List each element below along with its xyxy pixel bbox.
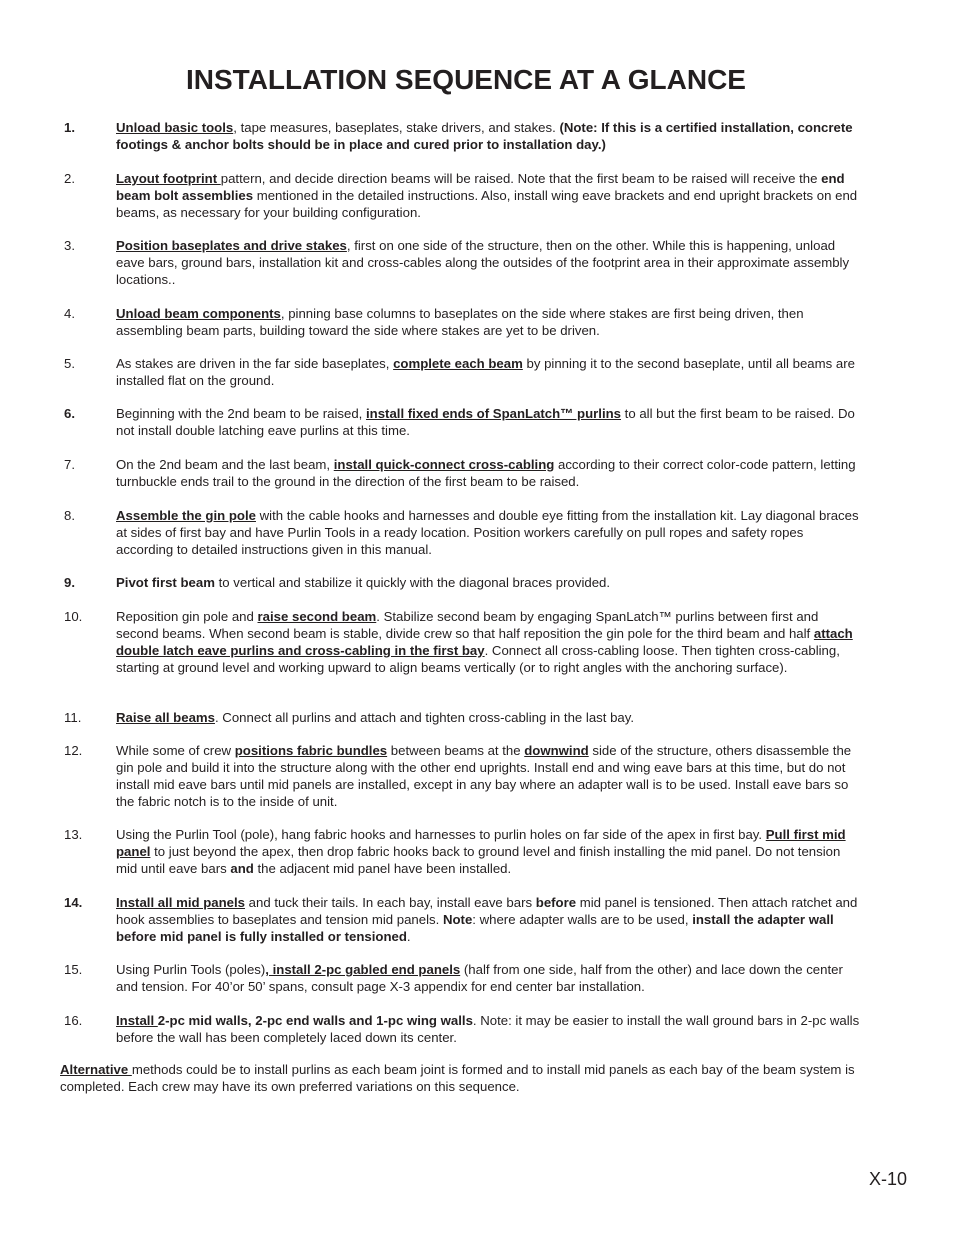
emphasis-underlined: raise second beam <box>257 609 377 624</box>
step-number: 14. <box>64 895 83 910</box>
emphasis-underlined: downwind <box>524 743 589 758</box>
step-number: 9. <box>64 575 75 590</box>
step-text <box>116 574 864 591</box>
emphasis-underlined: Unload basic tools <box>116 120 234 135</box>
text-run: As stakes are driven in the far side baseplates, <box>116 356 394 371</box>
text-run: : where adapter walls are to be used, <box>472 912 693 927</box>
emphasis-bold: Note <box>442 912 473 927</box>
emphasis-underlined: Layout footprint <box>116 171 221 186</box>
text-run: . Connect all purlins and attach and tighten cross-cabling in the last bay. <box>214 710 635 725</box>
step-number: 7. <box>64 457 75 472</box>
emphasis-underlined: Install <box>116 1013 158 1028</box>
step-text <box>116 119 864 153</box>
emphasis-underlined: attach double latch eave purlins and cross-cabling in the first bay <box>116 626 853 658</box>
text-run: , pinning base columns to baseplates on the side where stakes are first being driven, then assembling beam parts, building toward the side where stakes are yet to be driven. <box>116 306 804 338</box>
emphasis-underlined: Assemble the gin pole <box>116 508 256 523</box>
step-text <box>116 355 864 389</box>
emphasis-bold: install the adapter wall before mid panel is fully installed or tensioned <box>116 912 834 944</box>
step-number: 5. <box>64 356 75 371</box>
text-run: Reposition gin pole and <box>116 609 258 624</box>
text-run: and tuck their tails. In each bay, install eave bars <box>244 895 536 910</box>
step-number: 2. <box>64 171 75 186</box>
text-run: side of the structure, others disassemble the gin pole and build it into the structure along with the other end uprights. Install end and wing eave bars at this time, but do not install mid eave bars until mid panels are installed, except in any bay where an adapter wall is to be used. Install eave bars so the fabric notch is to the inside of unit. <box>116 743 852 809</box>
step-text <box>116 961 864 995</box>
step-text <box>116 456 864 490</box>
page-title: INSTALLATION SEQUENCE AT A GLANCE <box>186 64 746 95</box>
text-run: , tape measures, baseplates, stake drivers, and stakes. <box>233 120 560 135</box>
step-text <box>116 709 864 726</box>
emphasis-underlined: complete each beam <box>393 356 523 371</box>
step-text <box>116 826 864 877</box>
step-text <box>116 237 864 288</box>
step-text <box>116 507 864 558</box>
emphasis-bold: Pivot first beam <box>116 575 215 590</box>
step-number: 4. <box>64 306 75 321</box>
text-run: Using Purlin Tools (poles) <box>116 962 266 977</box>
text-run: to all but the first beam to be raised. Do not install double latching eave purlins at this time. <box>116 406 855 438</box>
emphasis-bold: 2-pc mid walls, 2-pc end walls and 1-pc wing walls <box>157 1013 473 1028</box>
text-run: by pinning it to the second baseplate, until all beams are installed flat on the ground. <box>116 356 855 388</box>
text-run: While some of crew <box>116 743 235 758</box>
step-number: 1. <box>64 120 75 135</box>
emphasis-bold: (Note: If this is a certified installation, concrete footings & anchor bolts should be in place and cured prior to installation day.) <box>116 120 853 152</box>
emphasis-underlined: Alternative <box>60 1062 132 1077</box>
step-number: 8. <box>64 508 75 523</box>
step-text <box>116 608 864 676</box>
text-run: mid panel is tensioned. Then attach ratchet and hook assemblies to baseplates and tension mid panels. <box>116 895 858 927</box>
page-number: X-10 <box>869 1169 908 1189</box>
emphasis-bold: end beam bolt assemblies <box>116 171 845 203</box>
text-run: On the 2nd beam and the last beam, <box>116 457 334 472</box>
step-text <box>116 894 864 945</box>
step-number: 16. <box>64 1013 83 1028</box>
text-run: , first on one side of the structure, then on the other. While this is happening, unload eave bars, ground bars, installation kit and cross-cables along the outsides of the footprint area in their approximate assembly locations.. <box>116 238 850 287</box>
step-text <box>116 1012 864 1046</box>
emphasis-underlined: Pull first mid panel <box>116 827 846 859</box>
step-text <box>116 305 864 339</box>
text-run: Beginning with the 2nd beam to be raised, <box>116 406 366 421</box>
text-run: to vertical and stabilize it quickly with the diagonal braces provided. <box>214 575 611 590</box>
emphasis-underlined: install quick-connect cross-cabling <box>333 457 555 472</box>
step-number: 12. <box>64 743 83 758</box>
text-run: (half from one side, half from the other) and lace down the center and tension. For 40’or 50’ spans, consult page X-3 appendix for end center bar installation. <box>116 962 843 994</box>
text-run: to just beyond the apex, then drop fabric hooks back to ground level and finish installing the mid panel. Do not tension mid until eave bars <box>116 844 841 876</box>
text-run: Using the Purlin Tool (pole), hang fabric hooks and harnesses to purlin holes on far side of the apex in first bay. <box>116 827 766 842</box>
text-run: . Connect all cross-cabling loose. Then tighten cross-cabling, starting at ground level and working upward to align beams vertically (or to right angles with the anchoring surface). <box>116 643 840 675</box>
step-text <box>116 742 864 810</box>
emphasis-bold: and <box>230 861 254 876</box>
text-run: with the cable hooks and harnesses and double eye fitting from the installation kit. Lay diagonal braces at sides of first bay and have Purlin Tools in a ready location. Position workers carefully on pull ropes and safety ropes according to detailed instructions given in this manual. <box>116 508 859 557</box>
emphasis-underlined: positions fabric bundles <box>234 743 388 758</box>
text-run: between beams at the <box>387 743 525 758</box>
emphasis-underlined: install fixed ends of SpanLatch™ purlins <box>366 406 621 421</box>
text-run: . <box>406 929 411 944</box>
text-run: mentioned in the detailed instructions. Also, install wing eave brackets and end upright brackets on end beams, as necessary for your building configuration. <box>116 188 858 220</box>
step-text <box>116 170 864 221</box>
emphasis-underlined: Install all mid panels <box>116 895 245 910</box>
emphasis-underlined: Position baseplates and drive stakes <box>116 238 347 253</box>
emphasis-underlined: Unload beam components <box>116 306 281 321</box>
emphasis-bold: before <box>535 895 577 910</box>
step-number: 6. <box>64 406 75 421</box>
step-number: 13. <box>64 827 83 842</box>
step-number: 11. <box>64 710 82 725</box>
text-run: according to their correct color-code pattern, letting turnbuckle ends trail to the ground in the direction of the first beam to be raised. <box>116 457 856 489</box>
step-text <box>116 405 864 439</box>
step-number: 3. <box>64 238 75 253</box>
text-run: the adjacent mid panel have been installed. <box>253 861 512 876</box>
step-number: 10. <box>64 609 83 624</box>
emphasis-underlined: Raise all beams <box>116 710 215 725</box>
text-run: . Note: it may be easier to install the wall ground bars in 2-pc walls before the wall has been completely laced down its center. <box>116 1013 860 1045</box>
emphasis-underlined: , install 2-pc gabled end panels <box>265 962 461 977</box>
text-run: methods could be to install purlins as each beam joint is formed and to install mid panels as each bay of the beam system is completed. Each crew may have its own preferred variations on this sequence. <box>60 1062 855 1094</box>
alternative-note <box>60 1061 860 1095</box>
step-number: 15. <box>64 962 83 977</box>
text-run: pattern, and decide direction beams will be raised. Note that the first beam to be raised will receive the <box>220 171 822 186</box>
text-run: . Stabilize second beam by engaging SpanLatch™ purlins between first and second beams. When second beam is stable, divide crew so that half reposition the gin pole for the third beam and half <box>116 609 819 641</box>
